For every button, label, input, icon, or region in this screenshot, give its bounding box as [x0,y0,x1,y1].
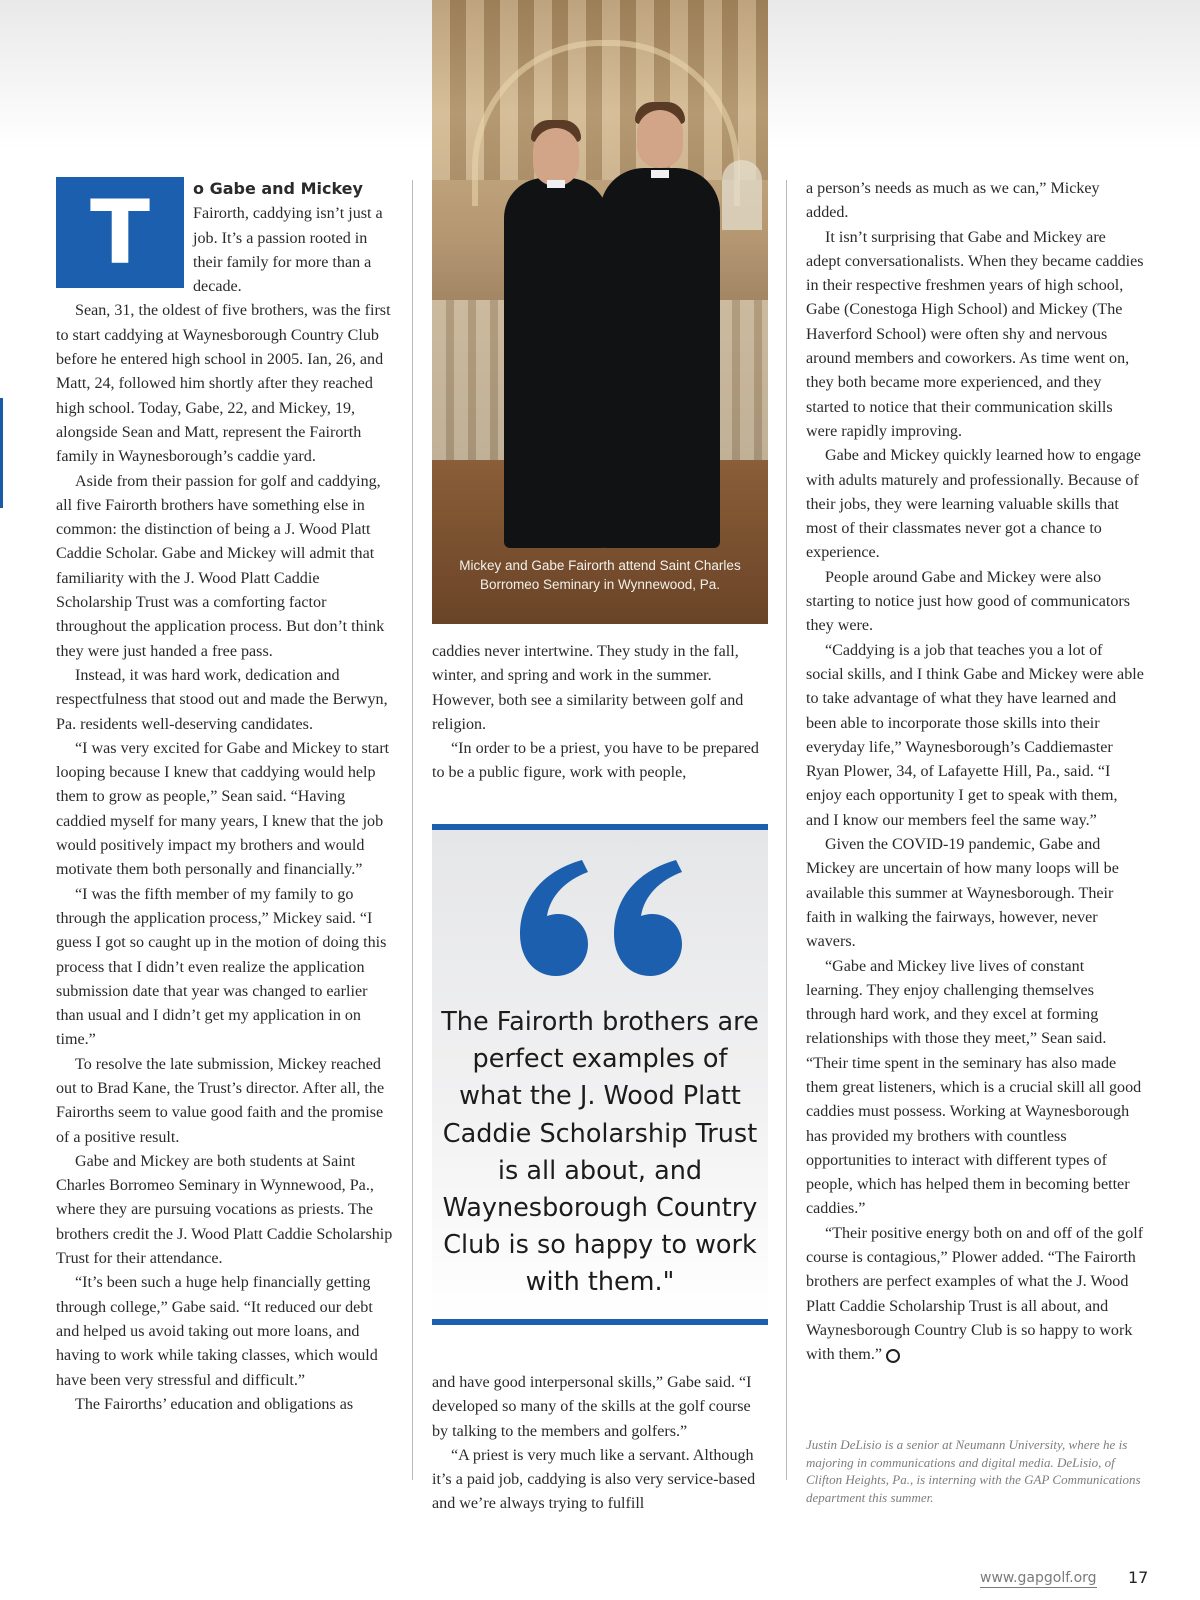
paragraph: To resolve the late submission, Mickey reached out to Brad Kane, the Trust’s director. After all, the Fairorths seem to value good faith and the promise of a positive result. [56,1055,385,1146]
person-mickey [504,178,608,548]
lead-bold-text: o Gabe and Mickey [193,179,363,198]
paragraph-text: “Their positive energy both on and off of the golf course is contagious,” Plower added. “The Fairorth brothers are perfect examples of what the J. Wood Platt Caddie Scholarship Trust is all about, and Waynesborough Country Club is so happy to work with them.” [806,1224,1144,1364]
column-divider [412,180,413,1480]
quote-mark-icon [510,852,690,982]
paragraph: Gabe and Mickey are both students at Saint Charles Borromeo Seminary in Wynnewood, Pa., where they are pursuing vocations as priests. The brothers credit the J. Wood Platt Caddie Scholarship Trust for their attendance. [56,1152,393,1268]
paragraph: Given the COVID-19 pandemic, Gabe and Mickey are uncertain of how many loops will be available this summer at Waynesborough. Their faith in walking the fairways, however, never wavers. [806,836,1119,951]
paragraph: It isn’t surprising that Gabe and Mickey are adept conversationalists. When they became caddies in their respective freshmen years of high school, Gabe (Conestoga High School) and Mickey (The Haverford School) were often shy and nervous around members and coworkers. As time went on, they both became more experienced, and they started to notice that their communication skills were rapidly improving. [806,228,1144,440]
article-column-2-bottom [432,1371,768,1517]
paragraph: Sean, 31, the oldest of five brothers, was the first to start caddying at Waynesborough Country Club before he entered high school in 2005. Ian, 26, and Matt, 24, followed him shortly after they reached high school. Today, Gabe, 22, and Mickey, 19, alongside Sean and Matt, represent the Fairorth family in Waynesborough’s caddie yard. [56,302,391,466]
paragraph: Fairorth, caddying isn’t just a job. It’s a passion rooted in their family for more than a decade. [193,205,383,296]
paragraph: The Fairorths’ education and obligations as [75,1395,354,1413]
paragraph: “Caddying is a job that teaches you a lot of social skills, and I think Gabe and Mickey were able to take advantage of what they have learned and been able to incorporate those skills into their everyday life,” Waynesborough’s Caddiemaster Ryan Plower, 34, of Lafayette Hill, Pa., said. “I enjoy each opportunity I get to speak with them, and I know our members feel the same way.” [806,641,1144,829]
column-divider [786,180,787,1480]
drop-cap: T [56,177,184,288]
page-edge-marker [0,398,3,508]
article-column-2-top [432,640,768,786]
paragraph: People around Gabe and Mickey were also starting to notice just how good of communicators they were. [806,568,1131,635]
photo-caption: Mickey and Gabe Fairorth attend Saint Charles Borromeo Seminary in Wynnewood, Pa. [459,558,741,592]
paragraph: and have good interpersonal skills,” Gabe said. “I developed so many of the skills at the golf course by talking to the members and golfers.” [432,1374,752,1440]
paragraph: “Gabe and Mickey live lives of constant learning. They enjoy challenging themselves through hard work, and they excel at forming relationships with those they meet,” Sean said. “Their time spent in the seminary has also made them great listeners, which is a crucial skill all good caddies must possess. Working at Waynesborough has provided my brothers with countless opportunities to interact with different types of people, which has helped them in becoming better caddies.” [806,957,1142,1218]
paragraph: “I was very excited for Gabe and Mickey to start looping because I knew that caddying would help them to grow as people,” Sean said. “Having caddied myself for many years, I knew that the job would positively impact my brothers and would motivate them both personally and financially.” [56,739,390,879]
article-column-1 [56,177,394,1417]
paragraph: “I was the fifth member of my family to go through the application process,” Mickey said. “I guess I got so caught up in the motion of doing this process that I didn’t even realize the application submission date that year was changed to earlier than usual and I didn’t get my application in on time.” [56,885,387,1049]
article-column-3 [806,177,1144,1368]
paragraph: Aside from their passion for golf and caddying, all five Fairorth brothers have something else in common: the distinction of being a J. Wood Platt Caddie Scholar. Gabe and Mickey will admit that familiarity with the J. Wood Platt Caddie Scholarship Trust was a comforting factor throughout the application process. But don’t think they were just handed a free pass. [56,472,385,660]
final-paragraph [806,1222,1144,1368]
paragraph: caddies never intertwine. They study in the fall, winter, and spring and work in the summer. However, both see a similarity between golf and religion. [432,643,744,733]
person-gabe [600,168,720,548]
author-byline: Justin DeLisio is a senior at Neumann University, where he is majoring in communications and digital media. DeLisio, of Clifton Heights, Pa., is interning with the GAP Communications department this summer. [806,1437,1141,1505]
face [637,110,683,168]
photo-window [722,160,762,230]
pull-quote-text: The Fairorth brothers are perfect examples of what the J. Wood Platt Caddie Scholarship Trust is all about, and Waynesborough Country Club is so happy to work with them." [441,1007,759,1298]
clerical-collar [651,170,669,178]
footer-website-link[interactable]: www.gapgolf.org [980,1570,1097,1586]
paragraph: Instead, it was hard work, dedication and respectfulness that stood out and made the Berwyn, Pa. residents well-deserving candidates. [56,666,388,733]
paragraph: Gabe and Mickey quickly learned how to engage with adults maturely and professionally. Because of their jobs, they were learning valuable skills that most of their classmates never got a chance to experience. [806,447,1141,562]
pull-quote [432,824,768,1325]
paragraph: a person’s needs as much as we can,” Mickey added. [806,180,1100,222]
paragraph: “In order to be a priest, you have to be prepared to be a public figure, work with people, [432,740,759,782]
face [533,128,579,186]
seminary-photo [432,0,768,624]
paragraph: “It’s been such a huge help financially getting through college,” Gabe said. “It reduced our debt and helped us avoid taking out more loans, and having to work while taking classes, which would have been very stressful and difficult.” [56,1274,378,1389]
end-of-story-icon [886,1349,900,1363]
paragraph: “A priest is very much like a servant. Although it’s a paid job, caddying is also very service-based and we’re always trying to fulfill [432,1446,756,1513]
page-number: 17 [1128,1568,1149,1587]
clerical-collar [547,180,565,188]
